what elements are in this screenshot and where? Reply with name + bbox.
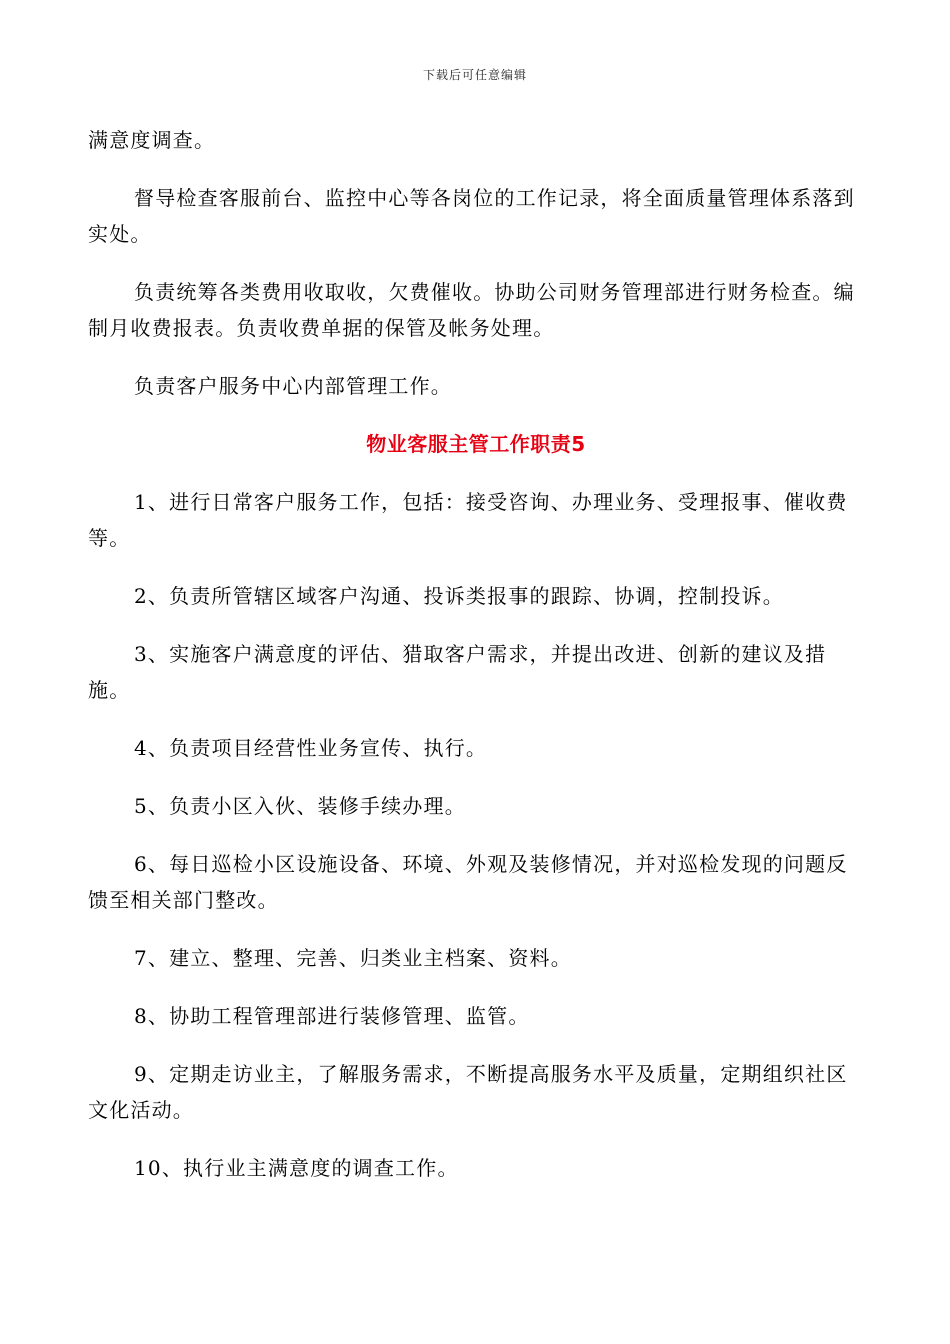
header-note: 下载后可任意编辑 <box>422 68 527 82</box>
list-item: 7、建立、整理、完善、归类业主档案、资料。 <box>134 946 572 970</box>
paragraph: 督导检查客服前台、监控中心等各岗位的工作记录，将全面质量管理体系落到实处。 <box>88 186 855 246</box>
list-item: 6、每日巡检小区设施设备、环境、外观及装修情况，并对巡检发现的问题反馈至相关部门整改。 <box>88 852 848 912</box>
list-item: 2、负责所管辖区域客户沟通、投诉类报事的跟踪、协调，控制投诉。 <box>134 584 784 608</box>
list-item: 5、负责小区入伙、装修手续办理。 <box>134 794 466 818</box>
paragraph: 负责客户服务中心内部管理工作。 <box>134 374 452 398</box>
paragraph: 负责统筹各类费用收取收，欠费催收。协助公司财务管理部进行财务检查。编制月收费报表。负责收费单据的保管及帐务处理。 <box>88 280 855 340</box>
list-item: 4、负责项目经营性业务宣传、执行。 <box>134 736 488 760</box>
list-item: 3、实施客户满意度的评估、猎取客户需求，并提出改进、创新的建议及措施。 <box>88 642 827 702</box>
paragraph-continuation: 满意度调查。 <box>88 128 216 152</box>
list-item: 10、执行业主满意度的调查工作。 <box>134 1156 459 1180</box>
list-item: 8、协助工程管理部进行装修管理、监管。 <box>134 1004 530 1028</box>
list-item: 9、定期走访业主，了解服务需求，不断提高服务水平及质量，定期组织社区文化活动。 <box>88 1062 848 1122</box>
document-body <box>88 122 864 1208</box>
list-item: 1、进行日常客户服务工作，包括：接受咨询、办理业务、受理报事、催收费等。 <box>88 490 848 550</box>
section-heading: 物业客服主管工作职责5 <box>366 432 586 456</box>
